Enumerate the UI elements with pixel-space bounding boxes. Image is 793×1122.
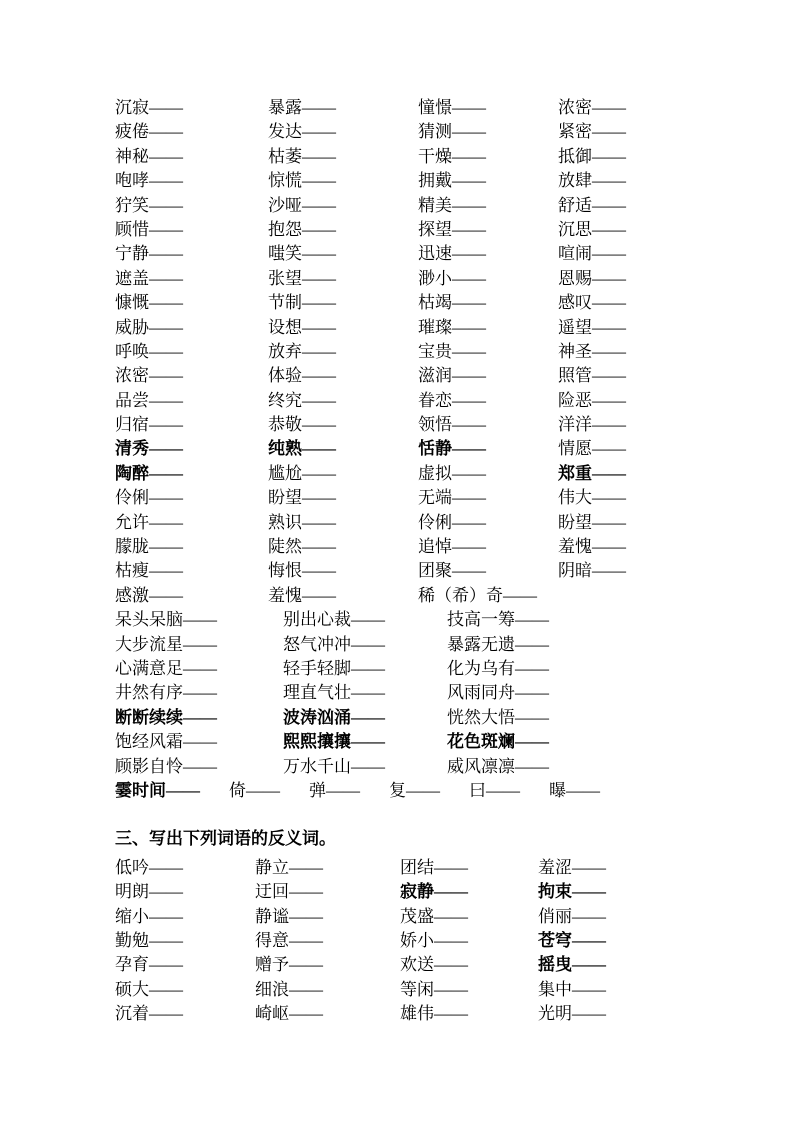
word-item: 恍然大悟—— bbox=[447, 707, 549, 727]
word-item: 疲倦—— bbox=[115, 122, 183, 142]
word-item: 曰—— bbox=[469, 780, 520, 800]
word-row bbox=[115, 389, 793, 413]
word-item: 干燥—— bbox=[418, 146, 486, 166]
word-item: 波涛汹涌—— bbox=[283, 707, 385, 727]
word-item: 集中—— bbox=[538, 979, 606, 999]
word-item: 呼唤—— bbox=[115, 341, 183, 361]
word-item: 轻手轻脚—— bbox=[283, 658, 385, 678]
word-item: 霎时间—— bbox=[115, 780, 200, 800]
word-item: 团结—— bbox=[400, 857, 468, 877]
word-item: 发达—— bbox=[268, 122, 336, 142]
word-item: 大步流星—— bbox=[115, 634, 217, 654]
word-item: 陶醉—— bbox=[115, 463, 183, 483]
word-item: 伶俐—— bbox=[418, 512, 486, 532]
single-char-row bbox=[115, 779, 793, 803]
word-item: 感激—— bbox=[115, 585, 183, 605]
word-item: 品尝—— bbox=[115, 390, 183, 410]
word-item: 浓密—— bbox=[558, 98, 626, 117]
word-item: 放弃—— bbox=[268, 341, 336, 361]
word-item: 尴尬—— bbox=[268, 463, 336, 483]
word-item: 拥戴—— bbox=[418, 171, 486, 191]
word-item: 虚拟—— bbox=[418, 463, 486, 483]
word-item: 体验—— bbox=[268, 366, 336, 386]
word-item: 遥望—— bbox=[558, 317, 626, 337]
word-row bbox=[115, 169, 793, 193]
word-item: 团聚—— bbox=[418, 561, 486, 581]
idiom-grid bbox=[115, 608, 793, 779]
word-item: 枯萎—— bbox=[268, 146, 336, 166]
word-item: 无端—— bbox=[418, 488, 486, 508]
word-item: 领悟—— bbox=[418, 415, 486, 435]
word-item: 舒适—— bbox=[558, 195, 626, 215]
word-item: 滋润—— bbox=[418, 366, 486, 386]
word-row bbox=[115, 880, 793, 904]
word-item: 猜测—— bbox=[418, 122, 486, 142]
word-item: 璀璨—— bbox=[418, 317, 486, 337]
word-item: 明朗—— bbox=[115, 882, 183, 902]
word-item: 盼望—— bbox=[268, 488, 336, 508]
word-item: 井然有序—— bbox=[115, 683, 217, 703]
word-item: 拘束—— bbox=[538, 882, 606, 902]
word-row bbox=[115, 96, 793, 120]
word-item: 缩小—— bbox=[115, 906, 183, 926]
word-row bbox=[115, 437, 793, 461]
word-row bbox=[115, 340, 793, 364]
word-item: 感叹—— bbox=[558, 293, 626, 313]
word-item: 心满意足—— bbox=[115, 658, 217, 678]
word-item: 沉寂—— bbox=[115, 98, 183, 117]
word-item: 理直气壮—— bbox=[283, 683, 385, 703]
word-row bbox=[115, 364, 793, 388]
word-item: 放肆—— bbox=[558, 171, 626, 191]
word-item: 恭敬—— bbox=[268, 415, 336, 435]
word-row bbox=[115, 1002, 793, 1026]
word-row bbox=[115, 905, 793, 929]
word-item: 枯瘦—— bbox=[115, 561, 183, 581]
word-item: 允许—— bbox=[115, 512, 183, 532]
word-row bbox=[115, 145, 793, 169]
word-item: 摇曳—— bbox=[538, 955, 606, 975]
word-item: 神圣—— bbox=[558, 341, 626, 361]
word-item: 浓密—— bbox=[115, 366, 183, 386]
antonym-grid bbox=[115, 856, 793, 1027]
word-item: 暴露—— bbox=[268, 98, 336, 117]
word-row bbox=[115, 730, 793, 754]
word-row bbox=[115, 633, 793, 657]
word-item: 遮盖—— bbox=[115, 268, 183, 288]
word-item: 化为乌有—— bbox=[447, 658, 549, 678]
word-row bbox=[115, 856, 793, 880]
word-item: 暴露无遗—— bbox=[447, 634, 549, 654]
word-item: 沉着—— bbox=[115, 1004, 183, 1024]
word-item: 精美—— bbox=[418, 195, 486, 215]
synonym-two-char-grid bbox=[115, 96, 793, 608]
word-item: 追悼—— bbox=[418, 537, 486, 557]
word-item: 熙熙攘攘—— bbox=[283, 732, 385, 752]
word-item: 陡然—— bbox=[268, 537, 336, 557]
word-item: 别出心裁—— bbox=[283, 610, 385, 630]
word-item: 等闲—— bbox=[400, 979, 468, 999]
word-item: 俏丽—— bbox=[538, 906, 606, 926]
word-row bbox=[115, 681, 793, 705]
word-row bbox=[115, 291, 793, 315]
word-item: 迅速—— bbox=[418, 244, 486, 264]
word-item: 寂静—— bbox=[400, 882, 468, 902]
word-item: 技高一筹—— bbox=[447, 610, 549, 630]
word-item: 归宿—— bbox=[115, 415, 183, 435]
word-item: 宝贵—— bbox=[418, 341, 486, 361]
word-item: 伟大—— bbox=[558, 488, 626, 508]
word-item: 眷恋—— bbox=[418, 390, 486, 410]
word-item: 静谧—— bbox=[255, 906, 323, 926]
word-item: 光明—— bbox=[538, 1004, 606, 1024]
word-row bbox=[115, 486, 793, 510]
word-row bbox=[115, 267, 793, 291]
word-item: 嗤笑—— bbox=[268, 244, 336, 264]
word-item: 倚—— bbox=[229, 780, 280, 800]
word-row bbox=[115, 559, 793, 583]
word-item: 惊慌—— bbox=[268, 171, 336, 191]
word-item: 娇小—— bbox=[400, 930, 468, 950]
word-item: 威胁—— bbox=[115, 317, 183, 337]
word-item: 苍穹—— bbox=[538, 930, 606, 950]
word-row bbox=[115, 242, 793, 266]
word-item: 羞愧—— bbox=[558, 537, 626, 557]
word-row bbox=[115, 953, 793, 977]
word-item: 抱怨—— bbox=[268, 219, 336, 239]
word-item: 咆哮—— bbox=[115, 171, 183, 191]
word-item: 威风凛凛—— bbox=[447, 756, 549, 776]
word-item: 朦胧—— bbox=[115, 537, 183, 557]
word-item: 慷慨—— bbox=[115, 293, 183, 313]
word-row bbox=[115, 511, 793, 535]
word-item: 神秘—— bbox=[115, 146, 183, 166]
word-item: 熟识—— bbox=[268, 512, 336, 532]
word-item: 顾惜—— bbox=[115, 219, 183, 239]
word-item: 悔恨—— bbox=[268, 561, 336, 581]
word-row bbox=[115, 535, 793, 559]
word-item: 稀（希）奇—— bbox=[418, 585, 537, 605]
word-item: 沙哑—— bbox=[268, 195, 336, 215]
word-item: 喧闹—— bbox=[558, 244, 626, 264]
word-item: 风雨同舟—— bbox=[447, 683, 549, 703]
word-item: 渺小—— bbox=[418, 268, 486, 288]
word-item: 崎岖—— bbox=[255, 1004, 323, 1024]
word-item: 狞笑—— bbox=[115, 195, 183, 215]
word-item: 雄伟—— bbox=[400, 1004, 468, 1024]
word-item: 张望—— bbox=[268, 268, 336, 288]
word-row bbox=[115, 120, 793, 144]
word-row bbox=[115, 978, 793, 1002]
word-item: 静立—— bbox=[255, 857, 323, 877]
word-item: 硕大—— bbox=[115, 979, 183, 999]
word-item: 宁静—— bbox=[115, 244, 183, 264]
word-item: 怒气冲冲—— bbox=[283, 634, 385, 654]
word-item: 得意—— bbox=[255, 930, 323, 950]
word-item: 恬静—— bbox=[418, 439, 486, 459]
word-item: 孕育—— bbox=[115, 955, 183, 975]
word-item: 羞愧—— bbox=[268, 585, 336, 605]
word-row bbox=[115, 929, 793, 953]
word-item: 弹—— bbox=[309, 780, 360, 800]
word-item: 细浪—— bbox=[255, 979, 323, 999]
word-item: 断断续续—— bbox=[115, 707, 217, 727]
word-item: 紧密—— bbox=[558, 122, 626, 142]
word-item: 呆头呆脑—— bbox=[115, 610, 217, 630]
word-item: 恩赐—— bbox=[558, 268, 626, 288]
word-item: 探望—— bbox=[418, 219, 486, 239]
word-item: 伶俐—— bbox=[115, 488, 183, 508]
word-item: 低吟—— bbox=[115, 857, 183, 877]
word-item: 花色斑斓—— bbox=[447, 732, 549, 752]
word-row bbox=[115, 657, 793, 681]
word-item: 憧憬—— bbox=[418, 98, 486, 117]
word-row bbox=[115, 413, 793, 437]
word-row bbox=[115, 706, 793, 730]
word-item: 郑重—— bbox=[558, 463, 626, 483]
word-row bbox=[115, 755, 793, 779]
word-item: 洋洋—— bbox=[558, 415, 626, 435]
antonym-section-heading: 三、写出下列词语的反义词。 bbox=[115, 829, 336, 849]
word-item: 照管—— bbox=[558, 366, 626, 386]
word-item: 终究—— bbox=[268, 390, 336, 410]
word-item: 顾影自怜—— bbox=[115, 756, 217, 776]
word-item: 情愿—— bbox=[558, 439, 626, 459]
word-item: 曝—— bbox=[549, 780, 600, 800]
word-item: 枯竭—— bbox=[418, 293, 486, 313]
word-item: 羞涩—— bbox=[538, 857, 606, 877]
word-item: 清秀—— bbox=[115, 439, 183, 459]
word-row bbox=[115, 584, 793, 608]
word-item: 万水千山—— bbox=[283, 756, 385, 776]
word-row bbox=[115, 316, 793, 340]
word-item: 设想—— bbox=[268, 317, 336, 337]
word-item: 阴暗—— bbox=[558, 561, 626, 581]
word-item: 茂盛—— bbox=[400, 906, 468, 926]
word-item: 节制—— bbox=[268, 293, 336, 313]
word-item: 盼望—— bbox=[558, 512, 626, 532]
word-item: 险恶—— bbox=[558, 390, 626, 410]
word-item: 饱经风霜—— bbox=[115, 732, 217, 752]
word-item: 勤勉—— bbox=[115, 930, 183, 950]
word-item: 迂回—— bbox=[255, 882, 323, 902]
word-row bbox=[115, 218, 793, 242]
word-item: 沉思—— bbox=[558, 219, 626, 239]
word-row bbox=[115, 462, 793, 486]
word-row bbox=[115, 608, 793, 632]
word-item: 赠予—— bbox=[255, 955, 323, 975]
word-row bbox=[115, 194, 793, 218]
word-item: 复—— bbox=[389, 780, 440, 800]
word-item: 纯熟—— bbox=[268, 439, 336, 459]
word-item: 欢送—— bbox=[400, 955, 468, 975]
word-item: 抵御—— bbox=[558, 146, 626, 166]
